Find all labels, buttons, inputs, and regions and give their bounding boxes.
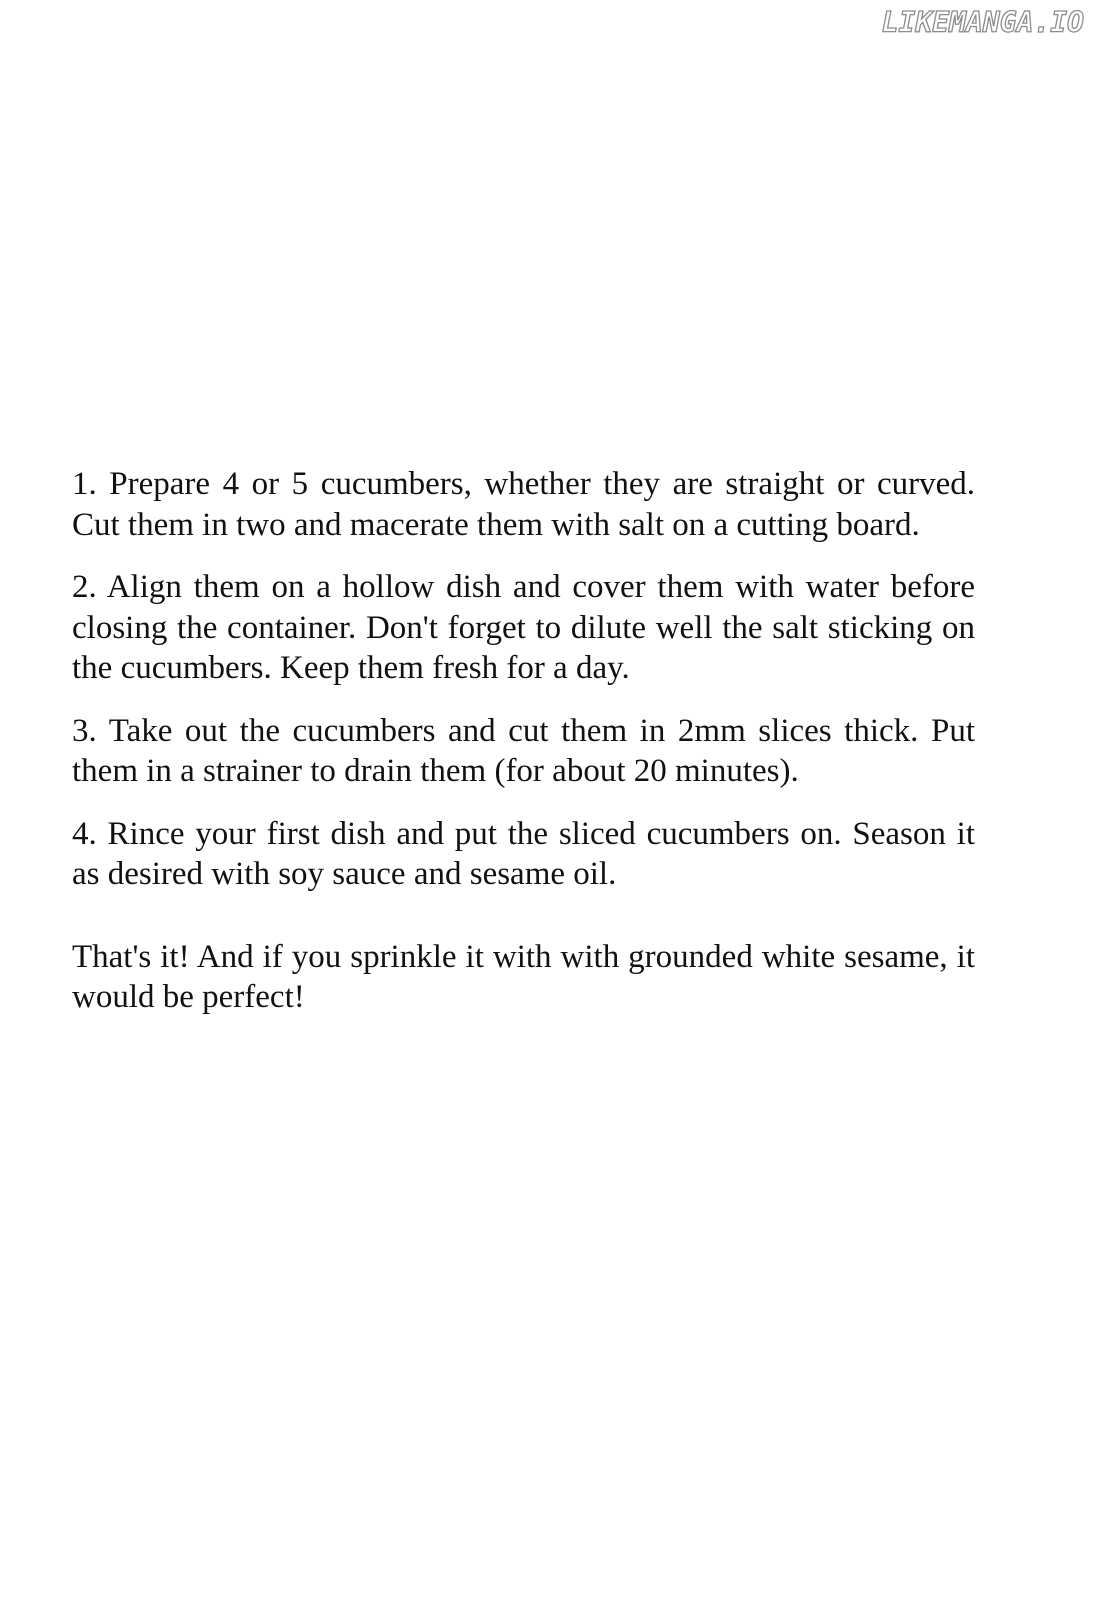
recipe-step-3: 3. Take out the cucumbers and cut them in 2mm slices thick. Put them in a strainer to drain them (for about 20 minutes). [72, 712, 975, 789]
recipe-step-1: 1. Prepare 4 or 5 cucumbers, whether they are straight or curved. Cut them in two and macerate them with salt on a cutting board. [72, 466, 975, 543]
recipe-step-2: 2. Align them on a hollow dish and cover them with water before closing the container. Don't forget to dilute well the salt sticking on the cucumbers. Keep them fresh for a day. [72, 569, 975, 686]
recipe-text [72, 464, 975, 1018]
watermark: LIKEMANGA.IO [881, 6, 1084, 39]
recipe-closing: That's it! And if you sprinkle it with with grounded white sesame, it would be perfect! [72, 938, 975, 1015]
recipe-step-4: 4. Rince your first dish and put the sliced cucumbers on. Season it as desired with soy sauce and sesame oil. [72, 815, 975, 892]
